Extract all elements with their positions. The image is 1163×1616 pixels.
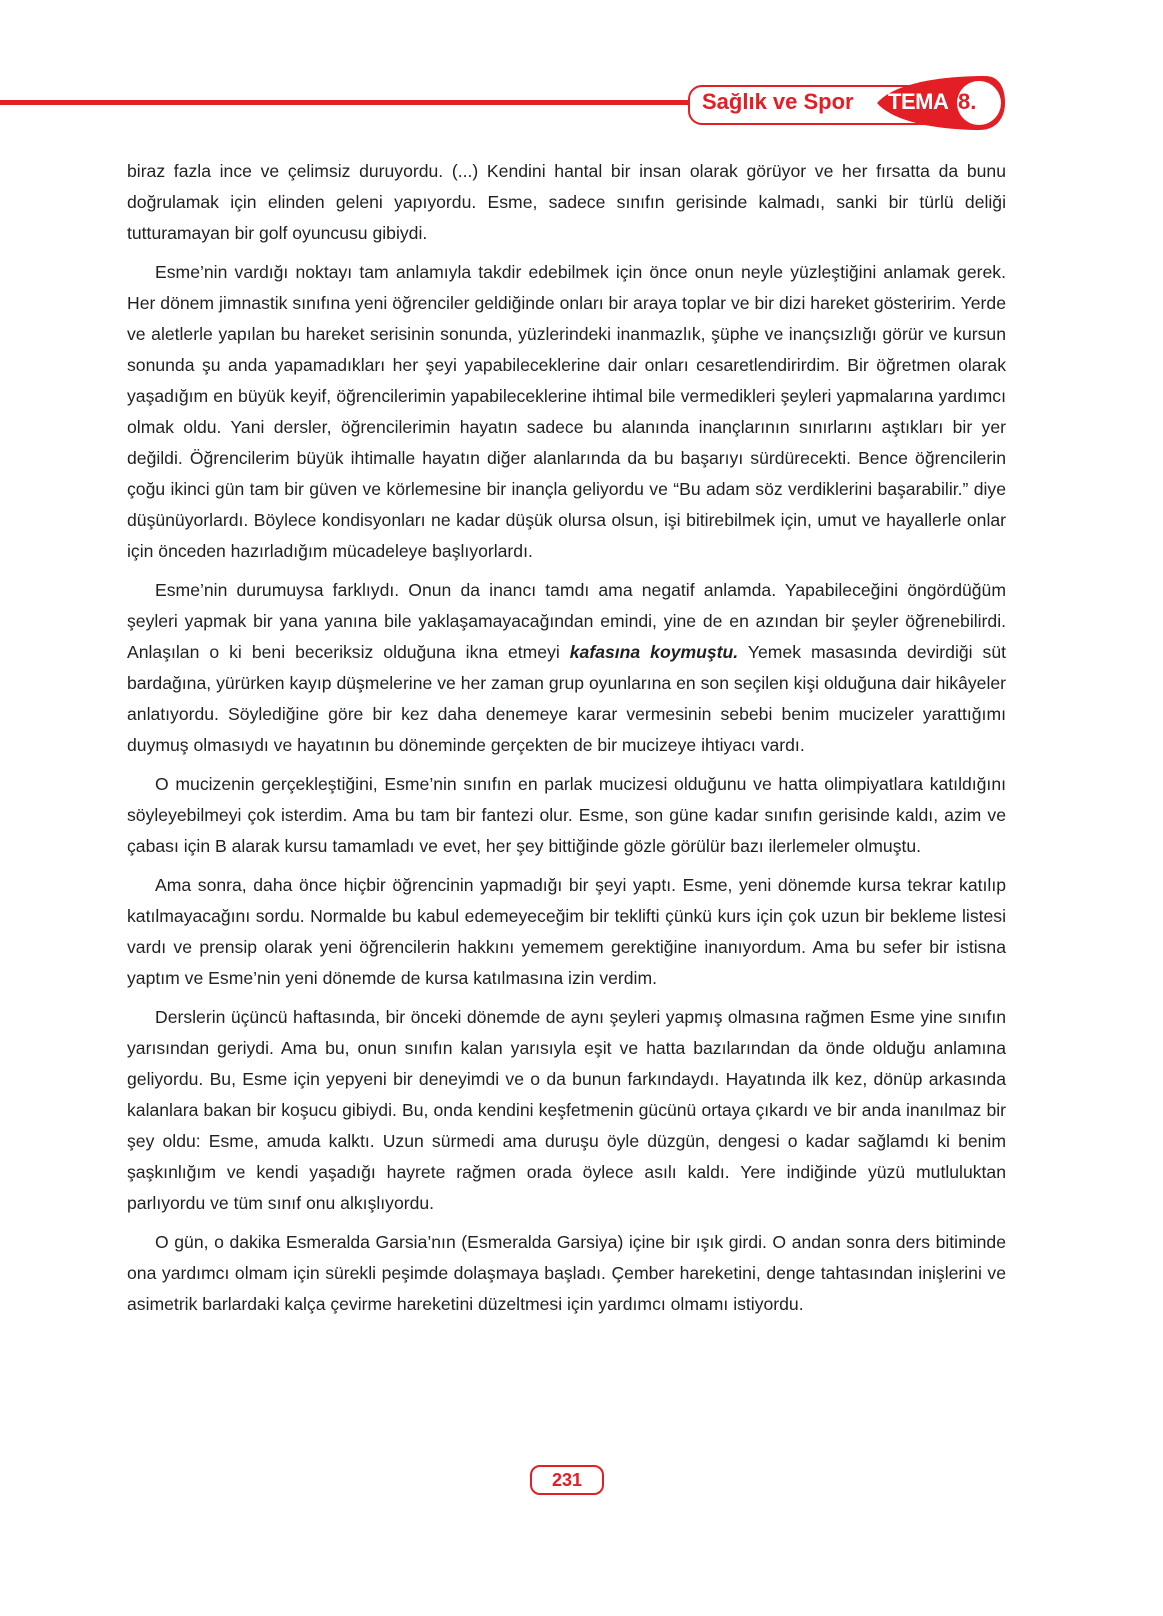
body-text (127, 156, 1006, 1328)
page-number: 231 (530, 1465, 604, 1495)
theme-label: TEMA (888, 89, 949, 114)
paragraph: Esme’nin vardığı noktayı tam anlamıyla takdir edebilmek için önce onun neyle yüzleştiğini anlamak gerek. Her dönem jimnastik sınıfına yeni öğrenciler geldiğinde onları bir araya toplar ve bir dizi hareket gösteririm. Yerde ve aletlerle yapılan bu hareket serisinin sonunda, yüzlerindeki inanmazlık, şüphe ve inançsızlığı görür ve kursun sonunda şu anda yapamadıkları her şeyi yapabileceklerine dair onları cesaretlendirirdim. Bir öğretmen olarak yaşadığım en büyük keyif, öğrencilerimin yapabileceklerine ihtimal bile vermedikleri şeyleri yapmalarına yardımcı olmak oldu. Yani dersler, öğrencilerimin hayatın sadece bu alanında inançlarının sınırlarını aştıkları bir yer değildi. Öğrencilerim büyük ihtimalle hayatın diğer alanlarında da bu başarıyı sürdürecekti. Bence öğrencilerin çoğu ikinci gün tam bir güven ve körlemesine bir inançla geliyordu ve “Bu adam söz verdiklerini başarabilir.” diye düşünüyorlardı. Böylece kondisyonları ne kadar düşük olursa olsun, işi bitirebilmek için, umut ve hayallerle onlar için önceden hazırladığım mücadeleye başlıyorlardı. (127, 262, 1006, 561)
paragraph: Ama sonra, daha önce hiçbir öğrencinin yapmadığı bir şeyi yaptı. Esme, yeni dönemde kursa tekrar katılıp katılmayacağını sordu. Normalde bu kabul edemeyeceğim bir teklifti çünkü kurs için çok uzun bir bekleme listesi vardı ve prensip olarak yeni öğrencilerin hakkını yememem gerektiğine inanıyordum. Ama bu sefer bir istisna yaptım ve Esme’nin yeni dönemde de kursa katılmasına izin verdim. (127, 875, 1006, 988)
paragraph (127, 575, 1006, 761)
emphasized-phrase: kafasına koymuştu. (569, 642, 739, 662)
paragraph: O gün, o dakika Esmeralda Garsia’nın (Esmeralda Garsiya) içine bir ışık girdi. O andan sonra ders bitiminde ona yardımcı olmam için sürekli peşimde dolaşmaya başladı. Çember hareketini, denge tahtasından inişlerini ve asimetrik barlardaki kalça çevirme hareketini düzeltmesi için yardımcı olmamı istiyordu. (127, 1232, 1006, 1314)
paragraph-text: Esme’nin durumuysa farklıydı. Onun da inancı tamdı ama negatif anlamda. Yapabileceğini öngördüğüm şeyleri yapmak bir yana yanına bile yaklaşamayacağından emindi, yine de en azından bir şeyler öğrenebilirdi. Anlaşılan o ki beni beceriksiz olduğuna ikna etmeyi (127, 580, 1006, 662)
theme-title: Sağlık ve Spor (702, 89, 854, 114)
paragraph-text: Yemek masasında devirdiği süt bardağına, yürürken kayıp düşmelerine ve her zaman grup oyunlarına en son seçilen kişi olduğuna dair hikâyeler anlatıyordu. Söylediğine göre bir kez daha denemeye karar vermesinin sebebi benim mucizeler yarattığımı duymuş olmasıydı ve hayatının bu döneminde gerçekten de bir mucizeye ihtiyacı vardı. (127, 642, 1007, 755)
paragraph: O mucizenin gerçekleştiğini, Esme’nin sınıfın en parlak mucizesi olduğunu ve hatta olimpiyatlara katıldığını söyleyebilmeyi çok isterdim. Ama bu tam bir fantezi olur. Esme, son güne kadar sınıfın gerisinde kaldı, azim ve çabası için B alarak kursu tamamladı ve evet, her şey bittiğinde gözle görülür bazı ilerlemeler olmuştu. (127, 774, 1006, 856)
paragraph: biraz fazla ince ve çelimsiz duruyordu. (...) Kendini hantal bir insan olarak görüyor ve her fırsatta da bunu doğrulamak için elinden geleni yapıyordu. Esme, sadece sınıfın gerisinde kalmadı, sanki bir türlü deliği tutturamayan bir golf oyuncusu gibiydi. (127, 161, 1006, 243)
header-rule (0, 100, 700, 105)
theme-number: 8. (958, 89, 977, 114)
paragraph: Derslerin üçüncü haftasında, bir önceki dönemde de aynı şeyleri yapmış olmasına rağmen Esme yine sınıfın yarısından geriydi. Ama bu, onun sınıfın kalan yarısıyla eşit ve hatta bazılarından da önde olduğu anlamına geliyordu. Bu, Esme için yepyeni bir deneyimdi ve o da bunun farkındaydı. Hayatında ilk kez, dönüp arkasında kalanlara bakan bir koşucu gibiydi. Bu, onda kendini keşfetmenin gücünü ortaya çıkardı ve bir anda inanılmaz bir şey oldu: Esme, amuda kalktı. Uzun sürmedi ama duruşu öyle düzgün, dengesi o kadar sağlamdı ki benim şaşkınlığım ve kendi yaşadığı hayrete rağmen orada öylece asılı kaldı. Yere indiğinde yüzü mutluluktan parlıyordu ve tüm sınıf onu alkışlıyordu. (127, 1007, 1006, 1213)
